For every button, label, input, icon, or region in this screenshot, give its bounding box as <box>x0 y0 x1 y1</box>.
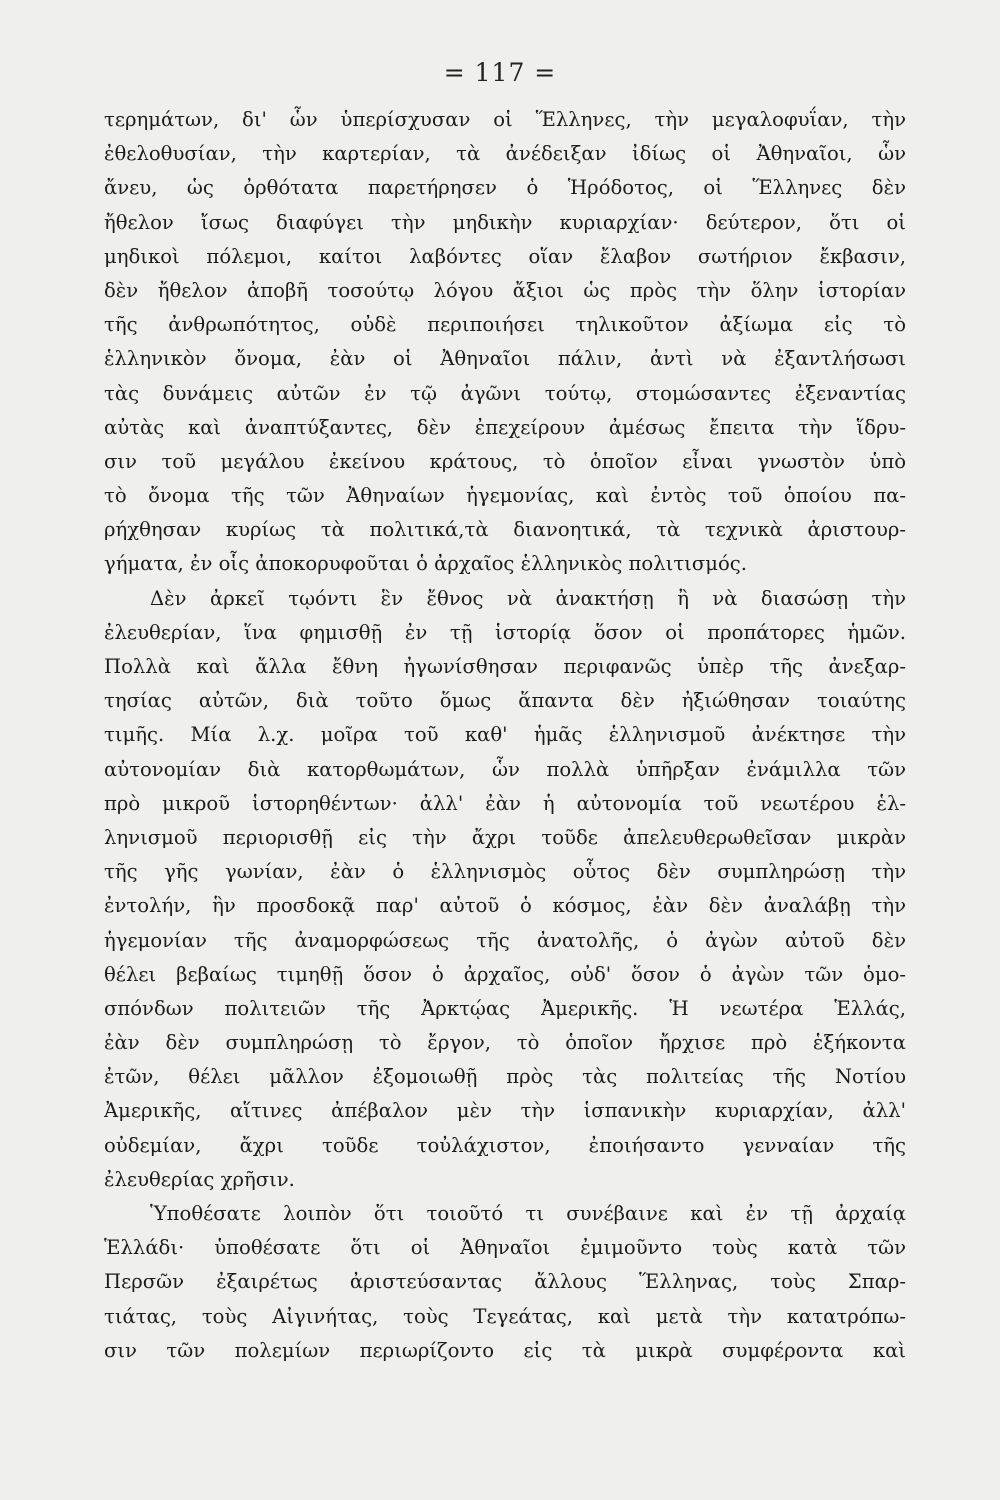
text-line: σιν τοῦ μεγάλου ἐκείνου κράτους, τὸ ὁποῖον εἶναι γνωστὸν ὑπὸ <box>104 449 906 473</box>
text-line: τῆς γῆς γωνίαν, ἐὰν ὁ ἑλληνισμὸς οὗτος δὲν συμπληρώσῃ τὴν <box>104 860 906 884</box>
text-line: αὐτονομίαν διὰ κατορθωμάτων, ὧν πολλὰ ὑπῆρξαν ἐνάμιλλα τῶν <box>104 757 906 781</box>
text-line: ἄνευ, ὡς ὀρθότατα παρετήρησεν ὁ Ἡρόδοτος, οἱ Ἕλληνες δὲν <box>104 176 906 200</box>
text-line: ἐὰν δὲν συμπληρώσῃ τὸ ἔργον, τὸ ὁποῖον ἤρχισε πρὸ ἑξήκοντα <box>104 1031 906 1055</box>
text-line: ἐτῶν, θέλει μᾶλλον ἐξομοιωθῇ πρὸς τὰς πολιτείας τῆς Νοτίου <box>104 1065 906 1089</box>
text-line: τὰς δυνάμεις αὐτῶν ἐν τῷ ἀγῶνι τούτῳ, στομώσαντες ἐξεναντίας <box>104 381 906 405</box>
text-line: τερημάτων, δι' ὧν ὑπερίσχυσαν οἱ Ἕλληνες, τὴν μεγαλοφυΐαν, τὴν <box>104 108 906 131</box>
text-line: οὐδεμίαν, ἄχρι τοῦδε τοὐλάχιστον, ἐποιήσαντο γενναίαν τῆς <box>104 1133 906 1157</box>
paragraph-end-line: ἐλευθερίας χρῆσιν. <box>104 1167 295 1191</box>
paragraph-end-line: γήματα, ἐν οἷς ἀποκορυφοῦται ὁ ἀρχαῖος ἑλληνικὸς πολιτισμός. <box>104 552 747 576</box>
text-line: σπόνδων πολιτειῶν τῆς Ἀρκτῴας Ἀμερικῆς. Ἡ νεωτέρα Ἑλλάς, <box>104 996 906 1020</box>
text-line: ἐθελοθυσίαν, τὴν καρτερίαν, τὰ ἀνέδειξαν ἰδίως οἱ Ἀθηναῖοι, ὧν <box>104 142 906 166</box>
text-line: Πολλὰ καὶ ἄλλα ἔθνη ἠγωνίσθησαν περιφανῶς ὑπὲρ τῆς ἀνεξαρ- <box>104 655 906 678</box>
text-line: Περσῶν ἐξαιρέτως ἀριστεύσαντας ἄλλους Ἕλληνας, τοὺς Σπαρ- <box>104 1270 906 1294</box>
text-line: τῆς ἀνθρωπότητος, οὐδὲ περιποιήσει τηλικοῦτον ἀξίωμα εἰς τὸ <box>104 313 906 337</box>
text-line: ἡγεμονίαν τῆς ἀναμορφώσεως τῆς ἀνατολῆς, ὁ ἀγὼν αὐτοῦ δὲν <box>104 928 906 952</box>
text-line: θέλει βεβαίως τιμηθῇ ὅσον ὁ ἀρχαῖος, οὐδ' ὅσον ὁ ἀγὼν τῶν ὁμο- <box>104 962 906 986</box>
text-line: ρήχθησαν κυρίως τὰ πολιτικά,τὰ διανοητικά, τὰ τεχνικὰ ἀριστουρ- <box>104 518 906 542</box>
text-line: σιν τῶν πολεμίων περιωρίζοντο εἰς τὰ μικρὰ συμφέροντα καὶ <box>104 1338 906 1362</box>
text-line: μηδικοὶ πόλεμοι, καίτοι λαβόντες οἵαν ἔλαβον σωτήριον ἔκβασιν, <box>104 244 906 268</box>
paragraph-start-line: Ὑποθέσατε λοιπὸν ὅτι τοιοῦτό τι συνέβαινε καὶ ἐν τῇ ἀρχαίᾳ <box>150 1202 906 1225</box>
text-line: ἤθελον ἴσως διαφύγει τὴν μηδικὴν κυριαρχίαν· δεύτερον, ὅτι οἱ <box>104 210 906 234</box>
text-line: τιμῆς. Μία λ.χ. μοῖρα τοῦ καθ' ἡμᾶς ἑλληνισμοῦ ἀνέκτησε τὴν <box>104 723 906 747</box>
text-line: τὸ ὄνομα τῆς τῶν Ἀθηναίων ἡγεμονίας, καὶ ἐντὸς τοῦ ὁποίου πα- <box>104 484 906 508</box>
text-line: ληνισμοῦ περιορισθῇ εἰς τὴν ἄχρι τοῦδε ἀπελευθερωθεῖσαν μικρὰν <box>104 825 906 849</box>
paragraph-start-line: Δὲν ἀρκεῖ τῳόντι ἓν ἔθνος νὰ ἀνακτήσῃ ἢ νὰ διασώσῃ τὴν <box>150 586 906 610</box>
text-line: ἐλευθερίαν, ἵνα φημισθῇ ἐν τῇ ἱστορίᾳ ὅσον οἱ προπάτορες ἡμῶν. <box>104 620 906 644</box>
page-number: = 117 = <box>443 58 557 87</box>
text-line: ἐντολήν, ἣν προσδοκᾷ παρ' αὐτοῦ ὁ κόσμος, ἐὰν δὲν ἀναλάβῃ τὴν <box>104 894 906 918</box>
text-line: δὲν ἤθελον ἀποβῆ τοσούτῳ λόγου ἄξιοι ὡς πρὸς τὴν ὅλην ἱστορίαν <box>104 278 906 302</box>
text-line: Ἀμερικῆς, αἵτινες ἀπέβαλον μὲν τὴν ἱσπανικὴν κυριαρχίαν, ἀλλ' <box>104 1099 906 1123</box>
text-line: πρὸ μικροῦ ἱστορηθέντων· ἀλλ' ἐὰν ἡ αὐτονομία τοῦ νεωτέρου ἑλ- <box>104 791 906 815</box>
text-line: Ἑλλάδι· ὑποθέσατε ὅτι οἱ Ἀθηναῖοι ἐμιμοῦντο τοὺς κατὰ τῶν <box>104 1236 906 1260</box>
text-line: τιάτας, τοὺς Αἰγινήτας, τοὺς Τεγεάτας, καὶ μετὰ τὴν κατατρόπω- <box>104 1304 906 1328</box>
body-text <box>104 103 906 1368</box>
text-line: αὐτὰς καὶ ἀναπτύξαντες, δὲν ἐπεχείρουν ἀμέσως ἔπειτα τὴν ἵδρυ- <box>104 415 906 439</box>
text-line: ἑλληνικὸν ὄνομα, ἐὰν οἱ Ἀθηναῖοι πάλιν, ἀντὶ νὰ ἐξαντλήσωσι <box>104 347 906 371</box>
text-line: τησίας αὐτῶν, διὰ τοῦτο ὅμως ἅπαντα δὲν ἠξιώθησαν τοιαύτης <box>104 689 906 713</box>
